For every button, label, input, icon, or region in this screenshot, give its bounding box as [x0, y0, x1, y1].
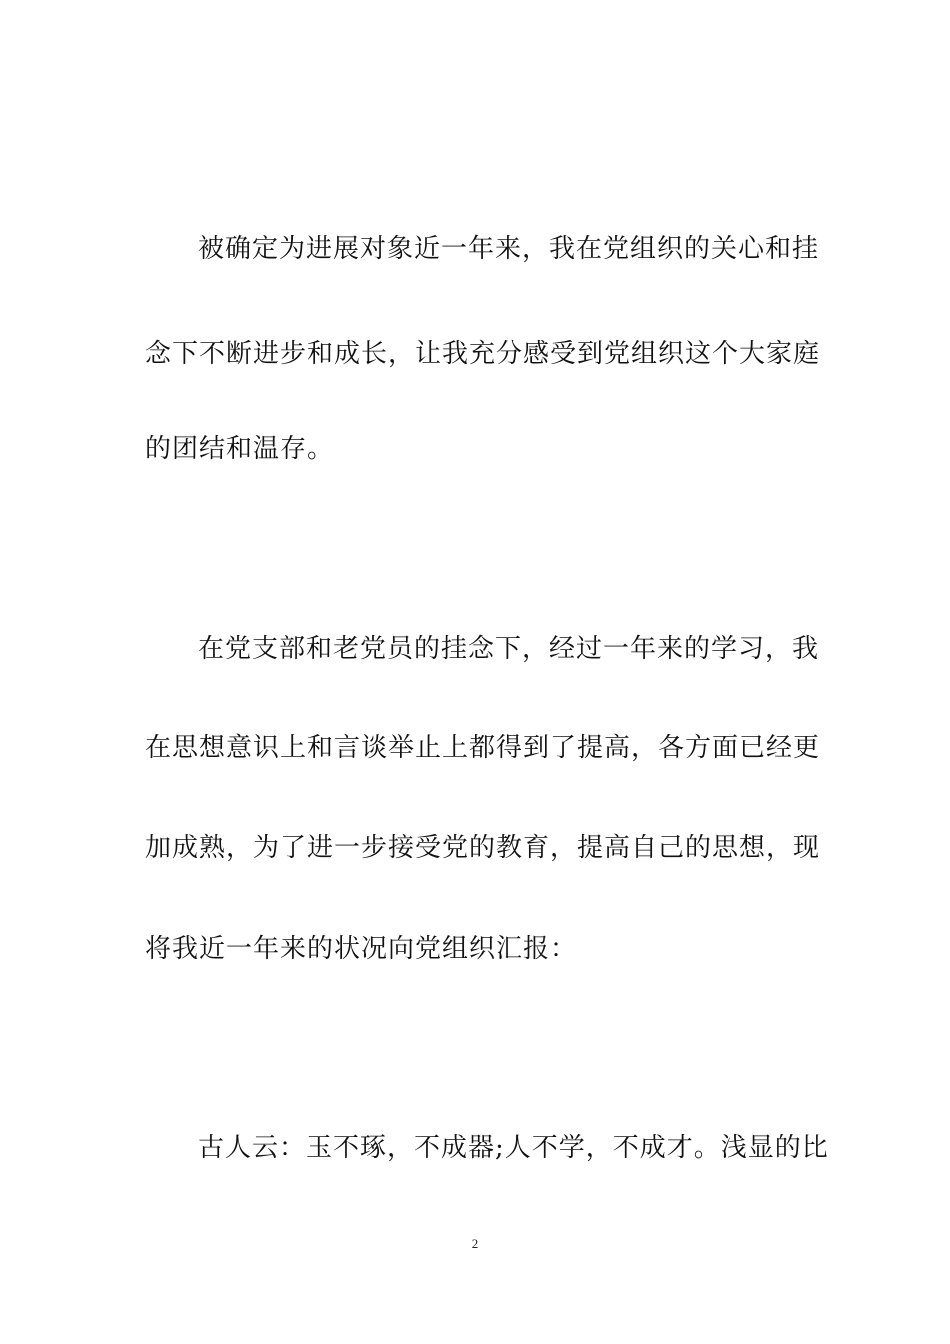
- paragraph-2-line-3: 加成熟，为了进一步接受党的教育，提高自己的思想，现: [145, 833, 821, 863]
- paragraph-1-line-3: 的团结和温存。: [145, 434, 335, 464]
- paragraph-2-line-1: 在党支部和老党员的挂念下，经过一年来的学习，我: [198, 634, 820, 664]
- paragraph-1-line-2: 念下不断进步和成长，让我充分感受到党组织这个大家庭: [145, 339, 821, 369]
- paragraph-2-line-4: 将我近一年来的状况向党组织汇报：: [145, 934, 578, 964]
- page-number: 2: [471, 1236, 479, 1251]
- paragraph-1-line-1: 被确定为进展对象近一年来，我在党组织的关心和挂: [198, 234, 820, 264]
- paragraph-3-line-1: 古人云：玉不琢，不成器;人不学，不成才。浅显的比: [198, 1133, 829, 1163]
- paragraph-2-line-2: 在思想意识上和言谈举止上都得到了提高，各方面已经更: [145, 733, 821, 763]
